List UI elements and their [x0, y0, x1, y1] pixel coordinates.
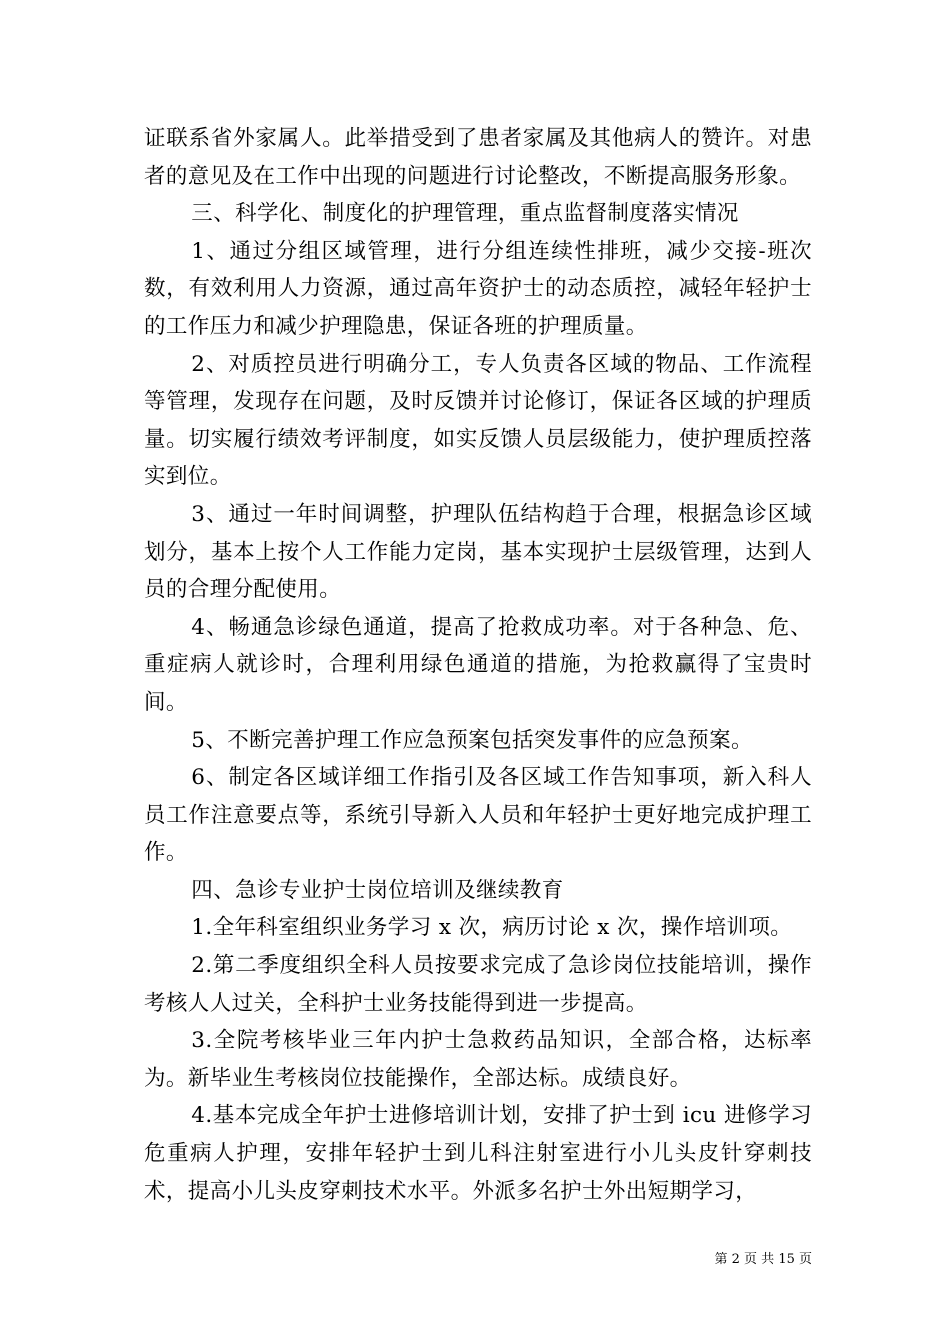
- paragraph-4-2: 2.第二季度组织全科人员按要求完成了急诊岗位技能培训，操作考核人人过关，全科护士业务技能得到进一步提高。: [144, 953, 812, 1016]
- paragraph-4-4: 4.基本完成全年护士进修培训计划，安排了护士到 icu 进修学习危重病人护理，安排年轻护士到儿科注射室进行小儿头皮针穿刺技术，提高小儿头皮穿刺技术水平。外派多名护士外出短期学习，: [144, 1103, 812, 1204]
- paragraph-3-2: 2、对质控员进行明确分工，专人负责各区域的物品、工作流程等管理，发现存在问题，及时反馈并讨论修订，保证各区域的护理质量。切实履行绩效考评制度，如实反馈人员层级能力，使护理质控落实到位。: [144, 351, 812, 490]
- document-body: [144, 120, 812, 1210]
- paragraph-3-1: 1、通过分组区域管理，进行分组连续性排班，减少交接-班次数，有效利用人力资源，通过高年资护士的动态质控，减轻年轻护士的工作压力和减少护理隐患，保证各班的护理质量。: [144, 238, 812, 339]
- paragraph-1: 证联系省外家属人。此举措受到了患者家属及其他病人的赞许。对患者的意见及在工作中出现的问题进行讨论整改，不断提高服务形象。: [144, 126, 812, 189]
- paragraph-3-5: 5、不断完善护理工作应急预案包括突发事件的应急预案。: [191, 727, 753, 753]
- paragraph-4-1: 1.全年科室组织业务学习 x 次，病历讨论 x 次，操作培训项。: [191, 915, 793, 941]
- paragraph-3-6: 6、制定各区域详细工作指引及各区域工作告知事项，新入科人员工作注意要点等，系统引导新入人员和年轻护士更好地完成护理工作。: [144, 765, 812, 866]
- paragraph-4-3: 3.全院考核毕业三年内护士急救药品知识，全部合格，达标率为。新毕业生考核岗位技能操作，全部达标。成绩良好。: [144, 1028, 812, 1091]
- paragraph-3-4: 4、畅通急诊绿色通道，提高了抢救成功率。对于各种急、危、重症病人就诊时，合理利用绿色通道的措施，为抢救赢得了宝贵时间。: [144, 614, 812, 715]
- section-heading-3: 三、科学化、制度化的护理管理，重点监督制度落实情况: [191, 201, 739, 227]
- page-number-footer: 第 2 页 共 15 页: [714, 1252, 812, 1267]
- paragraph-3-3: 3、通过一年时间调整，护理队伍结构趋于合理，根据急诊区域划分，基本上按个人工作能力定岗，基本实现护士层级管理，达到人员的合理分配使用。: [144, 501, 812, 603]
- section-heading-4: 四、急诊专业护士岗位培训及继续教育: [191, 877, 564, 903]
